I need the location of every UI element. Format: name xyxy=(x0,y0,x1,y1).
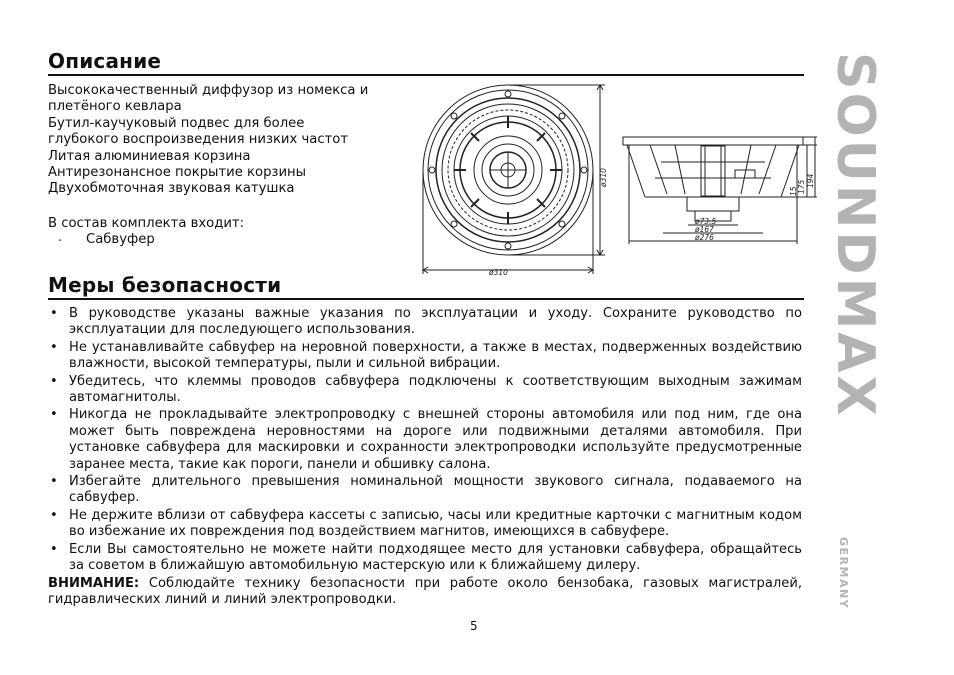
heading-rule xyxy=(48,298,804,300)
list-item xyxy=(48,306,802,339)
bullet: • xyxy=(50,474,58,490)
feature-line: глубокого воспроизведения низких частот xyxy=(48,132,349,148)
list-item-text: Никогда не прокладывайте электропроводку с внешней стороны автомобиля или под ним, где она может быть повреждена неровностями на дороге или подвижными деталями автомобиля. При установке сабвуфера для маскировки и сохранности электропроводки используйте предусмотренные заранее места, такие как пороги, панели и обшивку салона. xyxy=(69,407,802,472)
front-view xyxy=(423,85,605,274)
list-item xyxy=(48,508,802,541)
kit-dash: - xyxy=(58,233,62,247)
feature-line: Литая алюминиевая корзина xyxy=(48,148,251,164)
kit-contents xyxy=(48,216,244,249)
dim-73: ø73.5 xyxy=(695,217,717,226)
bullet: • xyxy=(50,373,58,389)
brand-logo xyxy=(825,52,885,612)
subwoofer-drawing xyxy=(405,82,825,282)
warning-note xyxy=(48,576,802,609)
dim-194: 194 xyxy=(806,173,815,188)
list-item xyxy=(48,340,802,373)
dim-167: ø167 xyxy=(695,225,714,234)
heading-rule xyxy=(48,74,804,76)
dim-276: ø276 xyxy=(695,233,714,242)
dim-15: 15 xyxy=(789,186,798,196)
safety-heading: Меры безопасности xyxy=(48,273,282,297)
safety-list xyxy=(48,306,802,608)
brand-name: SOUNDMAX xyxy=(825,52,885,419)
dim-front-width: ø310 xyxy=(489,268,508,277)
warning-text: Соблюдайте технику безопасности при работе около бензобака, газовых магистралей, гидравлических линий и линий электропроводки. xyxy=(48,575,802,607)
list-item xyxy=(48,407,802,473)
dim-front-height: ø310 xyxy=(599,168,608,187)
list-item-text: Если Вы самостоятельно не можете найти подходящее место для установки сабвуфера, обращайтесь за советом в ближайшую автомобильную мастерскую или к ближайшему дилеру. xyxy=(69,541,802,574)
feature-line: плетёного кевлара xyxy=(48,99,182,115)
list-item xyxy=(48,542,802,575)
bullet: • xyxy=(50,541,58,557)
feature-line: Двухобмоточная звуковая катушка xyxy=(48,181,295,197)
kit-label: В состав комплекта входит: xyxy=(48,216,245,231)
feature-line: Бутил-каучуковый подвес для более xyxy=(48,115,305,131)
feature-line: Антирезонансное покрытие корзины xyxy=(48,165,307,181)
list-item-text: Не устанавливайте сабвуфер на неровной поверхности, а также в местах, подверженных воздействию влажности, высокой температуры, пыли и сильной вибрации. xyxy=(69,339,802,372)
page-number: 5 xyxy=(470,619,478,633)
list-item xyxy=(48,374,802,407)
kit-item-label: Сабвуфер xyxy=(86,232,155,248)
kit-item xyxy=(48,232,244,248)
list-item-text: Избегайте длительного превышения номинальной мощности звукового сигнала, подаваемого на сабвуфер. xyxy=(69,474,802,506)
list-item-text: Убедитесь, что клеммы проводов сабвуфера подключены к соответствующим выходным зажимам автомагнитолы. xyxy=(69,373,802,406)
side-view xyxy=(623,137,817,244)
warning-label: ВНИМАНИЕ: xyxy=(48,575,140,591)
list-item-text: Не держите вблизи от сабвуфера кассеты с записью, часы или кредитные карточки с магнитным кодом во избежание их повреждения под воздействием магнитов, имеющихся в сабвуфере. xyxy=(69,507,802,540)
feature-line: Высококачественный диффузор из номекса и xyxy=(48,83,369,98)
bullet: • xyxy=(50,507,58,523)
list-item xyxy=(48,474,802,507)
description-heading: Описание xyxy=(48,49,162,73)
brand-sub: GERMANY xyxy=(837,537,850,610)
feature-list xyxy=(48,83,398,198)
list-item-text: В руководстве указаны важные указания по эксплуатации и уходу. Сохраните руководство по эксплуатации для последующего использования. xyxy=(69,306,802,338)
dim-175: 175 xyxy=(797,179,806,194)
bullet: • xyxy=(50,407,58,423)
bullet: • xyxy=(50,306,58,321)
bullet: • xyxy=(50,339,58,355)
